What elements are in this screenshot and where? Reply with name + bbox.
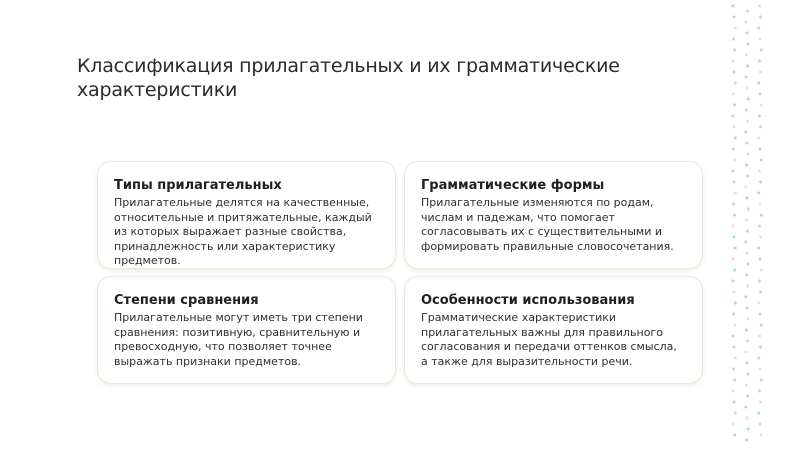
decorative-dot	[745, 164, 748, 167]
decorative-dot	[759, 71, 762, 74]
decorative-dot	[733, 401, 736, 404]
card-heading: Типы прилагательных	[114, 178, 282, 193]
decorative-dot	[731, 280, 734, 283]
decorative-dot	[745, 384, 748, 387]
decorative-dot	[757, 27, 760, 30]
decorative-dot	[731, 335, 734, 338]
card-grammatical-forms	[404, 161, 703, 269]
decorative-dot	[747, 373, 750, 376]
decorative-dot	[746, 285, 749, 288]
decorative-dot	[734, 412, 737, 415]
card-heading: Грамматические формы	[421, 178, 605, 193]
decorative-dot	[758, 225, 761, 228]
decorative-dot	[758, 5, 761, 8]
decorative-dot	[758, 115, 761, 118]
decorative-dot	[731, 390, 734, 393]
decorative-dot	[746, 175, 749, 178]
decorative-dot	[734, 357, 737, 360]
decorative-dot	[747, 153, 750, 156]
decorative-dot	[759, 346, 762, 349]
decorative-dot	[746, 142, 749, 145]
decorative-dot	[759, 203, 762, 206]
decorative-dot	[746, 395, 749, 398]
decorative-dot	[744, 131, 747, 134]
decorative-dot	[744, 296, 747, 299]
card-heading: Степени сравнения	[114, 293, 259, 308]
decorative-dot	[759, 423, 762, 426]
decorative-dot	[746, 340, 749, 343]
card-heading: Особенности использования	[421, 293, 635, 308]
decorative-dot	[731, 115, 734, 118]
decorative-dot	[734, 82, 737, 85]
decorative-dot	[746, 65, 749, 68]
decorative-dot	[734, 247, 737, 250]
slide-title: Классификация прилагательных и их грамматические характеристики	[77, 55, 620, 101]
decorative-dot	[760, 159, 763, 162]
decorative-dot	[757, 192, 760, 195]
decorative-dot	[745, 109, 748, 112]
decorative-dot	[759, 38, 762, 41]
decorative-dot	[746, 230, 749, 233]
decorative-dot	[734, 27, 737, 30]
decorative-dot	[746, 32, 749, 35]
decorative-dot	[732, 423, 735, 426]
decorative-dot	[759, 181, 762, 184]
decorative-dot	[757, 137, 760, 140]
card-adjective-types	[97, 161, 396, 269]
decorative-dot	[747, 98, 750, 101]
decorative-dot	[744, 241, 747, 244]
decorative-dot	[746, 362, 749, 365]
decorative-dot	[732, 148, 735, 151]
decorative-dot	[759, 258, 762, 261]
decorative-dot	[745, 274, 748, 277]
decorative-dot	[732, 93, 735, 96]
decorative-dot	[759, 313, 762, 316]
decorative-dot	[757, 247, 760, 250]
decorative-dot	[747, 43, 750, 46]
card-text: Прилагательные могут иметь три степени сравнения: позитивную, сравнительную и превосходную, что позволяет точнее выражать признаки предметов.	[114, 311, 363, 368]
decorative-dot	[746, 87, 749, 90]
decorative-dot	[733, 291, 736, 294]
decorative-dot	[757, 357, 760, 360]
decorative-dot	[760, 324, 763, 327]
decorative-dot	[758, 335, 761, 338]
decorative-dot	[757, 412, 760, 415]
decorative-dot	[744, 406, 747, 409]
decorative-dot	[733, 49, 736, 52]
decorative-dot	[758, 390, 761, 393]
decorative-dot	[759, 291, 762, 294]
decorative-dot	[760, 269, 763, 272]
decorative-dot	[744, 21, 747, 24]
decorative-dot	[759, 93, 762, 96]
decorative-dot	[733, 104, 736, 107]
decorative-dots-pattern	[728, 0, 768, 449]
card-comparison-degrees	[97, 276, 396, 384]
decorative-dot	[733, 434, 736, 437]
decorative-dot	[734, 137, 737, 140]
decorative-dot	[745, 54, 748, 57]
decorative-dot	[759, 368, 762, 371]
decorative-dot	[747, 208, 750, 211]
decorative-dot	[731, 225, 734, 228]
decorative-dot	[733, 346, 736, 349]
decorative-dot	[733, 71, 736, 74]
decorative-dot	[733, 214, 736, 217]
decorative-dot	[744, 351, 747, 354]
decorative-dot	[745, 439, 748, 442]
decorative-dot	[733, 159, 736, 162]
decorative-dot	[757, 302, 760, 305]
decorative-dot	[731, 60, 734, 63]
decorative-dot	[746, 197, 749, 200]
decorative-dot	[744, 76, 747, 79]
decorative-dot	[760, 49, 763, 52]
decorative-dot	[745, 219, 748, 222]
card-text: Грамматические характеристики прилагательных важны для правильного согласования и передачи оттенков смысла, а также для выразительности речи.	[421, 311, 677, 368]
decorative-dot	[733, 324, 736, 327]
decorative-dot	[734, 192, 737, 195]
decorative-dot	[733, 379, 736, 382]
decorative-dot	[732, 313, 735, 316]
decorative-dot	[760, 104, 763, 107]
decorative-dot	[732, 203, 735, 206]
decorative-dot	[746, 307, 749, 310]
card-text: Прилагательные изменяются по родам, числам и падежам, что помогает согласовывать их с существительными и формировать правильные словосочетания.	[421, 196, 674, 253]
decorative-dot	[758, 60, 761, 63]
decorative-dot	[759, 401, 762, 404]
decorative-dot	[747, 428, 750, 431]
decorative-dot	[731, 170, 734, 173]
decorative-dot	[760, 379, 763, 382]
decorative-dot	[734, 302, 737, 305]
decorative-dot	[758, 280, 761, 283]
decorative-dot	[760, 214, 763, 217]
card-usage-features	[404, 276, 703, 384]
decorative-dot	[733, 126, 736, 129]
decorative-dot	[759, 236, 762, 239]
decorative-dot	[747, 318, 750, 321]
decorative-dot	[757, 82, 760, 85]
decorative-dot	[731, 5, 734, 8]
decorative-dot	[759, 16, 762, 19]
decorative-dot	[759, 148, 762, 151]
decorative-dot	[733, 269, 736, 272]
decorative-dot	[732, 368, 735, 371]
decorative-dot	[746, 252, 749, 255]
decorative-dot	[746, 417, 749, 420]
decorative-dot	[733, 236, 736, 239]
decorative-dot	[760, 434, 763, 437]
decorative-dot	[759, 126, 762, 129]
decorative-dot	[747, 263, 750, 266]
decorative-dot	[746, 10, 749, 13]
decorative-dot	[745, 329, 748, 332]
decorative-dot	[732, 258, 735, 261]
decorative-dot	[732, 38, 735, 41]
decorative-dot	[733, 16, 736, 19]
decorative-dot	[758, 170, 761, 173]
decorative-dot	[733, 181, 736, 184]
decorative-dot	[744, 186, 747, 189]
card-text: Прилагательные делятся на качественные, относительные и притяжательные, каждый из которых выражает разные свойства, принадлежность или характеристику предметов.	[114, 196, 372, 267]
decorative-dot	[746, 120, 749, 123]
